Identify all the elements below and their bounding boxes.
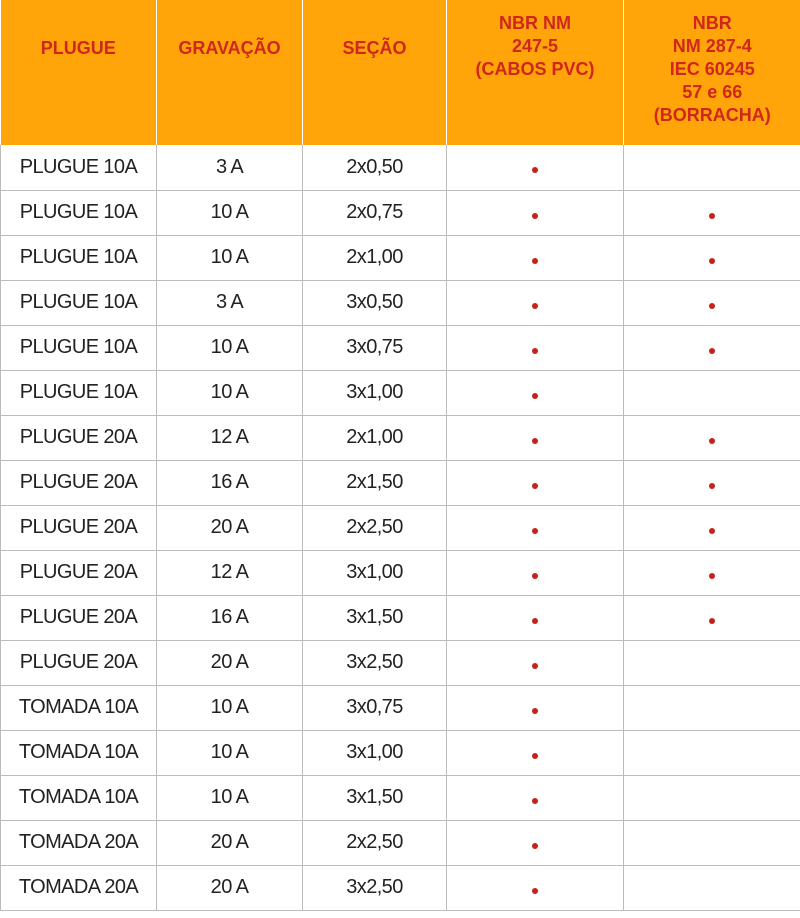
cell-secao: 3x0,50 (303, 280, 447, 325)
cell-nbr-nm-247-5 (447, 820, 624, 865)
cell-secao: 2x2,50 (303, 505, 447, 550)
bullet-marker-icon (532, 167, 538, 173)
cell-nbr-nm-287-4 (624, 685, 800, 730)
bullet-marker-icon (532, 798, 538, 804)
cell-gravacao: 3 A (157, 145, 303, 190)
cell-nbr-nm-247-5 (447, 280, 624, 325)
cell-nbr-nm-287-4 (624, 325, 800, 370)
header-secao: SEÇÃO (303, 0, 447, 145)
header-nbr-nm-247-5 (447, 0, 624, 145)
cell-nbr-nm-247-5 (447, 415, 624, 460)
cell-nbr-nm-247-5 (447, 325, 624, 370)
bullet-marker-icon (532, 438, 538, 444)
cell-nbr-nm-287-4 (624, 820, 800, 865)
cell-plugue: PLUGUE 20A (1, 550, 157, 595)
cell-gravacao: 10 A (157, 775, 303, 820)
cell-nbr-nm-247-5 (447, 550, 624, 595)
cell-nbr-nm-287-4 (624, 370, 800, 415)
cell-nbr-nm-247-5 (447, 505, 624, 550)
bullet-marker-icon (709, 348, 715, 354)
cell-plugue: TOMADA 20A (1, 865, 157, 910)
bullet-marker-icon (532, 483, 538, 489)
cell-gravacao: 20 A (157, 820, 303, 865)
cell-plugue: PLUGUE 10A (1, 370, 157, 415)
table-row (1, 865, 800, 910)
cell-nbr-nm-247-5 (447, 235, 624, 280)
table-row (1, 415, 800, 460)
bullet-marker-icon (532, 303, 538, 309)
cell-nbr-nm-247-5 (447, 865, 624, 910)
table-row (1, 325, 800, 370)
bullet-marker-icon (532, 663, 538, 669)
cell-nbr-nm-287-4 (624, 235, 800, 280)
bullet-marker-icon (532, 528, 538, 534)
cell-secao: 3x2,50 (303, 865, 447, 910)
table-row (1, 640, 800, 685)
bullet-marker-icon (709, 438, 715, 444)
cell-gravacao: 12 A (157, 415, 303, 460)
bullet-marker-icon (532, 618, 538, 624)
cell-nbr-nm-287-4 (624, 190, 800, 235)
cell-gravacao: 12 A (157, 550, 303, 595)
table-row (1, 235, 800, 280)
cell-nbr-nm-287-4 (624, 730, 800, 775)
cell-nbr-nm-287-4 (624, 415, 800, 460)
cell-secao: 3x0,75 (303, 325, 447, 370)
cell-plugue: PLUGUE 10A (1, 235, 157, 280)
table-row (1, 190, 800, 235)
cell-nbr-nm-247-5 (447, 190, 624, 235)
cell-plugue: PLUGUE 10A (1, 325, 157, 370)
table-row (1, 685, 800, 730)
bullet-marker-icon (532, 393, 538, 399)
cell-secao: 3x0,75 (303, 685, 447, 730)
table-row (1, 730, 800, 775)
cell-nbr-nm-247-5 (447, 685, 624, 730)
cell-gravacao: 3 A (157, 280, 303, 325)
bullet-marker-icon (709, 528, 715, 534)
header-line: 247-5 (511, 36, 559, 56)
header-nbr-nm-287-4 (624, 0, 800, 145)
table-header (1, 0, 800, 145)
table-row (1, 550, 800, 595)
cell-gravacao: 10 A (157, 325, 303, 370)
cell-secao: 3x1,50 (303, 595, 447, 640)
bullet-marker-icon (532, 348, 538, 354)
cell-plugue: PLUGUE 10A (1, 190, 157, 235)
cell-gravacao: 10 A (157, 685, 303, 730)
cell-gravacao: 10 A (157, 190, 303, 235)
cell-plugue: PLUGUE 20A (1, 640, 157, 685)
cell-nbr-nm-247-5 (447, 640, 624, 685)
cell-gravacao: 20 A (157, 865, 303, 910)
table-row (1, 820, 800, 865)
cell-secao: 2x1,00 (303, 235, 447, 280)
bullet-marker-icon (709, 483, 715, 489)
header-line: NM 287-4 (672, 36, 752, 56)
cell-nbr-nm-287-4 (624, 460, 800, 505)
cell-plugue: TOMADA 10A (1, 685, 157, 730)
cell-plugue: PLUGUE 20A (1, 460, 157, 505)
bullet-marker-icon (709, 213, 715, 219)
header-line: IEC 60245 (669, 59, 755, 79)
bullet-marker-icon (709, 573, 715, 579)
table-row (1, 595, 800, 640)
cell-nbr-nm-287-4 (624, 505, 800, 550)
header-plugue: PLUGUE (1, 0, 157, 145)
cell-nbr-nm-247-5 (447, 775, 624, 820)
cell-nbr-nm-287-4 (624, 595, 800, 640)
cell-nbr-nm-287-4 (624, 640, 800, 685)
bullet-marker-icon (709, 303, 715, 309)
cell-nbr-nm-247-5 (447, 370, 624, 415)
cell-plugue: PLUGUE 20A (1, 505, 157, 550)
cell-plugue: PLUGUE 10A (1, 145, 157, 190)
cell-secao: 3x1,00 (303, 370, 447, 415)
table-row (1, 370, 800, 415)
cell-nbr-nm-247-5 (447, 460, 624, 505)
cell-secao: 2x0,50 (303, 145, 447, 190)
cell-gravacao: 16 A (157, 595, 303, 640)
cell-secao: 3x1,50 (303, 775, 447, 820)
cell-nbr-nm-287-4 (624, 280, 800, 325)
cell-plugue: TOMADA 10A (1, 775, 157, 820)
bullet-marker-icon (709, 618, 715, 624)
cell-secao: 3x2,50 (303, 640, 447, 685)
cell-secao: 2x1,50 (303, 460, 447, 505)
cell-plugue: TOMADA 10A (1, 730, 157, 775)
header-row (1, 0, 800, 145)
cell-gravacao: 20 A (157, 505, 303, 550)
table-row (1, 505, 800, 550)
table-row (1, 460, 800, 505)
cell-plugue: PLUGUE 10A (1, 280, 157, 325)
bullet-marker-icon (532, 708, 538, 714)
cell-secao: 3x1,00 (303, 550, 447, 595)
cell-gravacao: 16 A (157, 460, 303, 505)
bullet-marker-icon (532, 843, 538, 849)
header-line: (CABOS PVC) (475, 59, 595, 79)
cell-gravacao: 20 A (157, 640, 303, 685)
bullet-marker-icon (532, 573, 538, 579)
cell-nbr-nm-287-4 (624, 775, 800, 820)
bullet-marker-icon (709, 258, 715, 264)
table-row (1, 145, 800, 190)
bullet-marker-icon (532, 753, 538, 759)
header-line: (BORRACHA) (653, 105, 771, 125)
header-line: 57 e 66 (682, 82, 743, 102)
bullet-marker-icon (532, 258, 538, 264)
cell-gravacao: 10 A (157, 235, 303, 280)
cell-nbr-nm-247-5 (447, 595, 624, 640)
cell-gravacao: 10 A (157, 370, 303, 415)
table-body (1, 145, 800, 910)
cell-nbr-nm-287-4 (624, 145, 800, 190)
cell-secao: 2x0,75 (303, 190, 447, 235)
cell-plugue: PLUGUE 20A (1, 415, 157, 460)
table-row (1, 775, 800, 820)
cell-gravacao: 10 A (157, 730, 303, 775)
cell-nbr-nm-287-4 (624, 550, 800, 595)
cell-nbr-nm-287-4 (624, 865, 800, 910)
header-line: NBR NM (499, 13, 571, 33)
cell-plugue: TOMADA 20A (1, 820, 157, 865)
header-gravacao: GRAVAÇÃO (157, 0, 303, 145)
cell-nbr-nm-247-5 (447, 145, 624, 190)
header-line: NBR (692, 13, 732, 33)
bullet-marker-icon (532, 213, 538, 219)
bullet-marker-icon (532, 888, 538, 894)
cell-secao: 3x1,00 (303, 730, 447, 775)
cell-plugue: PLUGUE 20A (1, 595, 157, 640)
cell-nbr-nm-247-5 (447, 730, 624, 775)
cell-secao: 2x1,00 (303, 415, 447, 460)
cell-secao: 2x2,50 (303, 820, 447, 865)
table-row (1, 280, 800, 325)
